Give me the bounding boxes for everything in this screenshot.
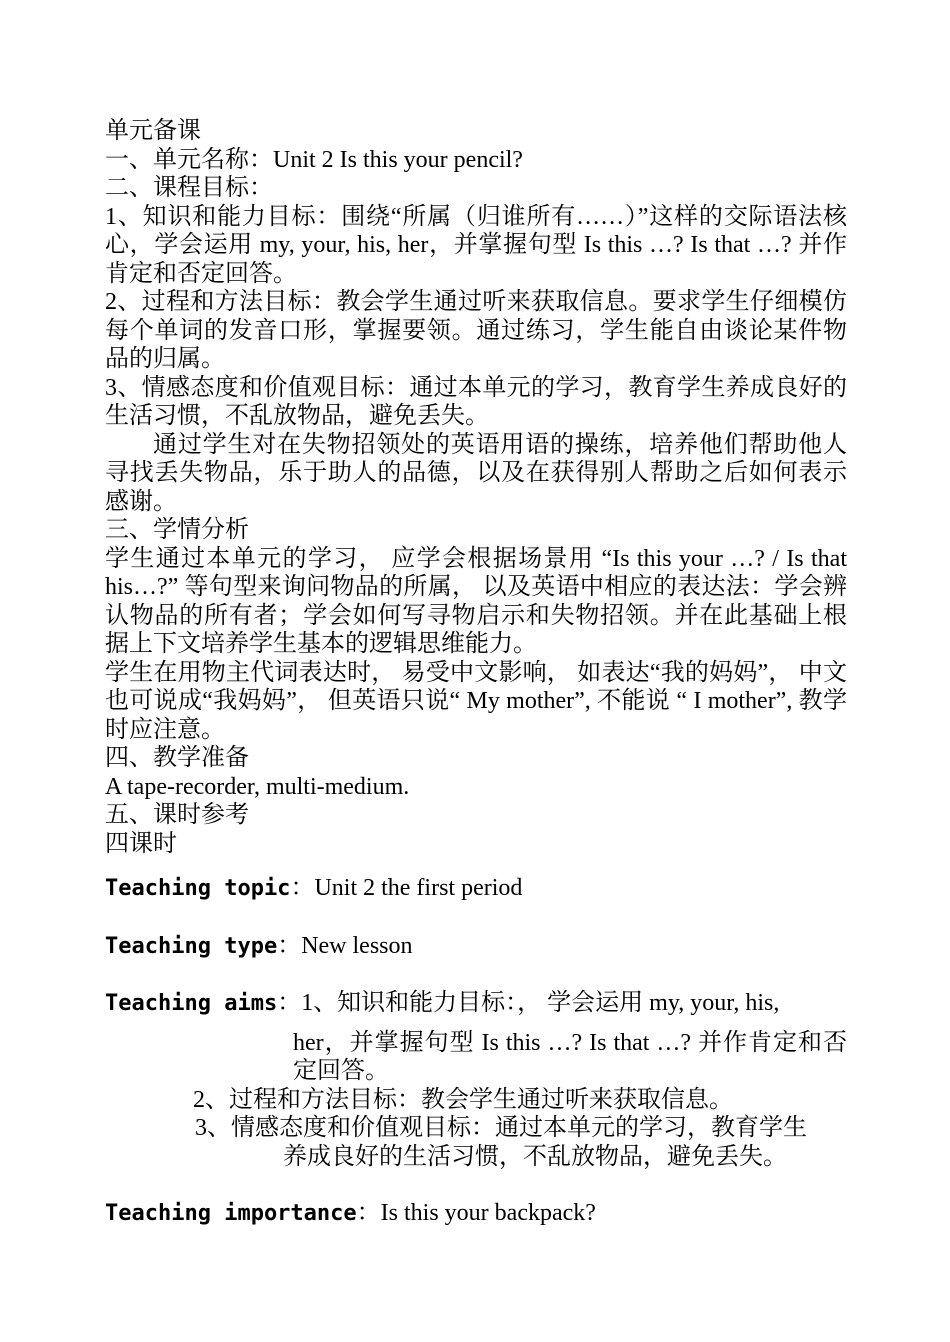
teaching-importance-sep: ： <box>356 1200 381 1226</box>
teaching-type-value: New lesson <box>301 932 413 959</box>
prep-text: A tape-recorder, multi-medium. <box>105 773 410 800</box>
teaching-aims-1a: 1、知识和能力目标：， 学会运用 my, your, his, <box>301 990 780 1016</box>
doc-title: 单元备课 <box>105 118 201 144</box>
periods-heading: 五、课时参考 <box>105 802 249 828</box>
teaching-topic <box>105 874 847 904</box>
teaching-aims-1b: her，并掌握句型 Is this …? Is that …? 并作肯定和否定回答。 <box>293 1029 847 1084</box>
teaching-importance <box>105 1199 847 1229</box>
teaching-topic-label: Teaching topic <box>105 876 291 901</box>
teaching-importance-value: Is this your backpack? <box>380 1200 596 1226</box>
prep-heading: 四、教学准备 <box>105 745 249 771</box>
teaching-aims-sep: ： <box>277 990 302 1016</box>
goal-attitude: 3、情感态度和价值观目标：通过本单元的学习，教育学生养成良好的生活习惯，不乱放物品，避免丢失。 <box>105 374 847 429</box>
teaching-aims-label: Teaching aims <box>105 991 278 1016</box>
teaching-aims-3a: 3、情感态度和价值观目标：通过本单元的学习，教育学生 <box>195 1115 807 1141</box>
teaching-type-label: Teaching type <box>105 933 278 959</box>
teaching-aims-2: 2、过程和方法目标：教会学生通过听来获取信息。 <box>193 1086 733 1113</box>
teaching-type <box>105 932 847 962</box>
teaching-topic-sep: ： <box>290 875 315 901</box>
teaching-type-sep: ： <box>277 932 302 959</box>
goal-process: 2、过程和方法目标：教会学生通过听来获取信息。要求学生仔细模仿每个单词的发音口形，掌握要领。通过练习，学生能自由谈论某件物品的归属。 <box>105 289 847 372</box>
teaching-aims <box>105 989 847 1019</box>
document-page <box>105 117 847 1229</box>
course-goals-heading: 二、课程目标： <box>105 175 273 201</box>
teaching-importance-label: Teaching importance <box>105 1201 357 1226</box>
unit-name: 一、单元名称：Unit 2 Is this your pencil? <box>105 146 523 173</box>
analysis-paragraph-1: 学生通过本单元的学习， 应学会根据场景用 “Is this your …? / Is that his…?” 等句型来询问物品的所属， 以及英语中相应的表达法：学会辨认物品的所有者；学会如何写寻物启示和失物招领。并在此基础上根据上下文培养学生基本的逻辑思维能力。 <box>105 545 847 657</box>
teaching-aims-3b: 养成良好的生活习惯，不乱放物品，避免丢失。 <box>283 1143 787 1170</box>
analysis-heading: 三、学情分析 <box>105 517 249 543</box>
goal-attitude-extra: 通过学生对在失物招领处的英语用语的操练，培养他们帮助他人寻找丢失物品，乐于助人的品德，以及在获得别人帮助之后如何表示感谢。 <box>105 431 847 515</box>
teaching-topic-value: Unit 2 the first period <box>314 875 523 901</box>
goal-knowledge: 1、知识和能力目标：围绕“所属（归谁所有……）”这样的交际语法核心，学会运用 my, your, his, her，并掌握句型 Is this …? Is that …? 并作肯定和否定回答。 <box>105 203 847 287</box>
analysis-paragraph-2: 学生在用物主代词表达时， 易受中文影响， 如表达“我的妈妈”， 中文也可说成“我妈妈”， 但英语只说“ My mother”, 不能说 “ I mother”, 教学时应注意。 <box>105 659 847 743</box>
periods-text: 四课时 <box>105 830 177 857</box>
